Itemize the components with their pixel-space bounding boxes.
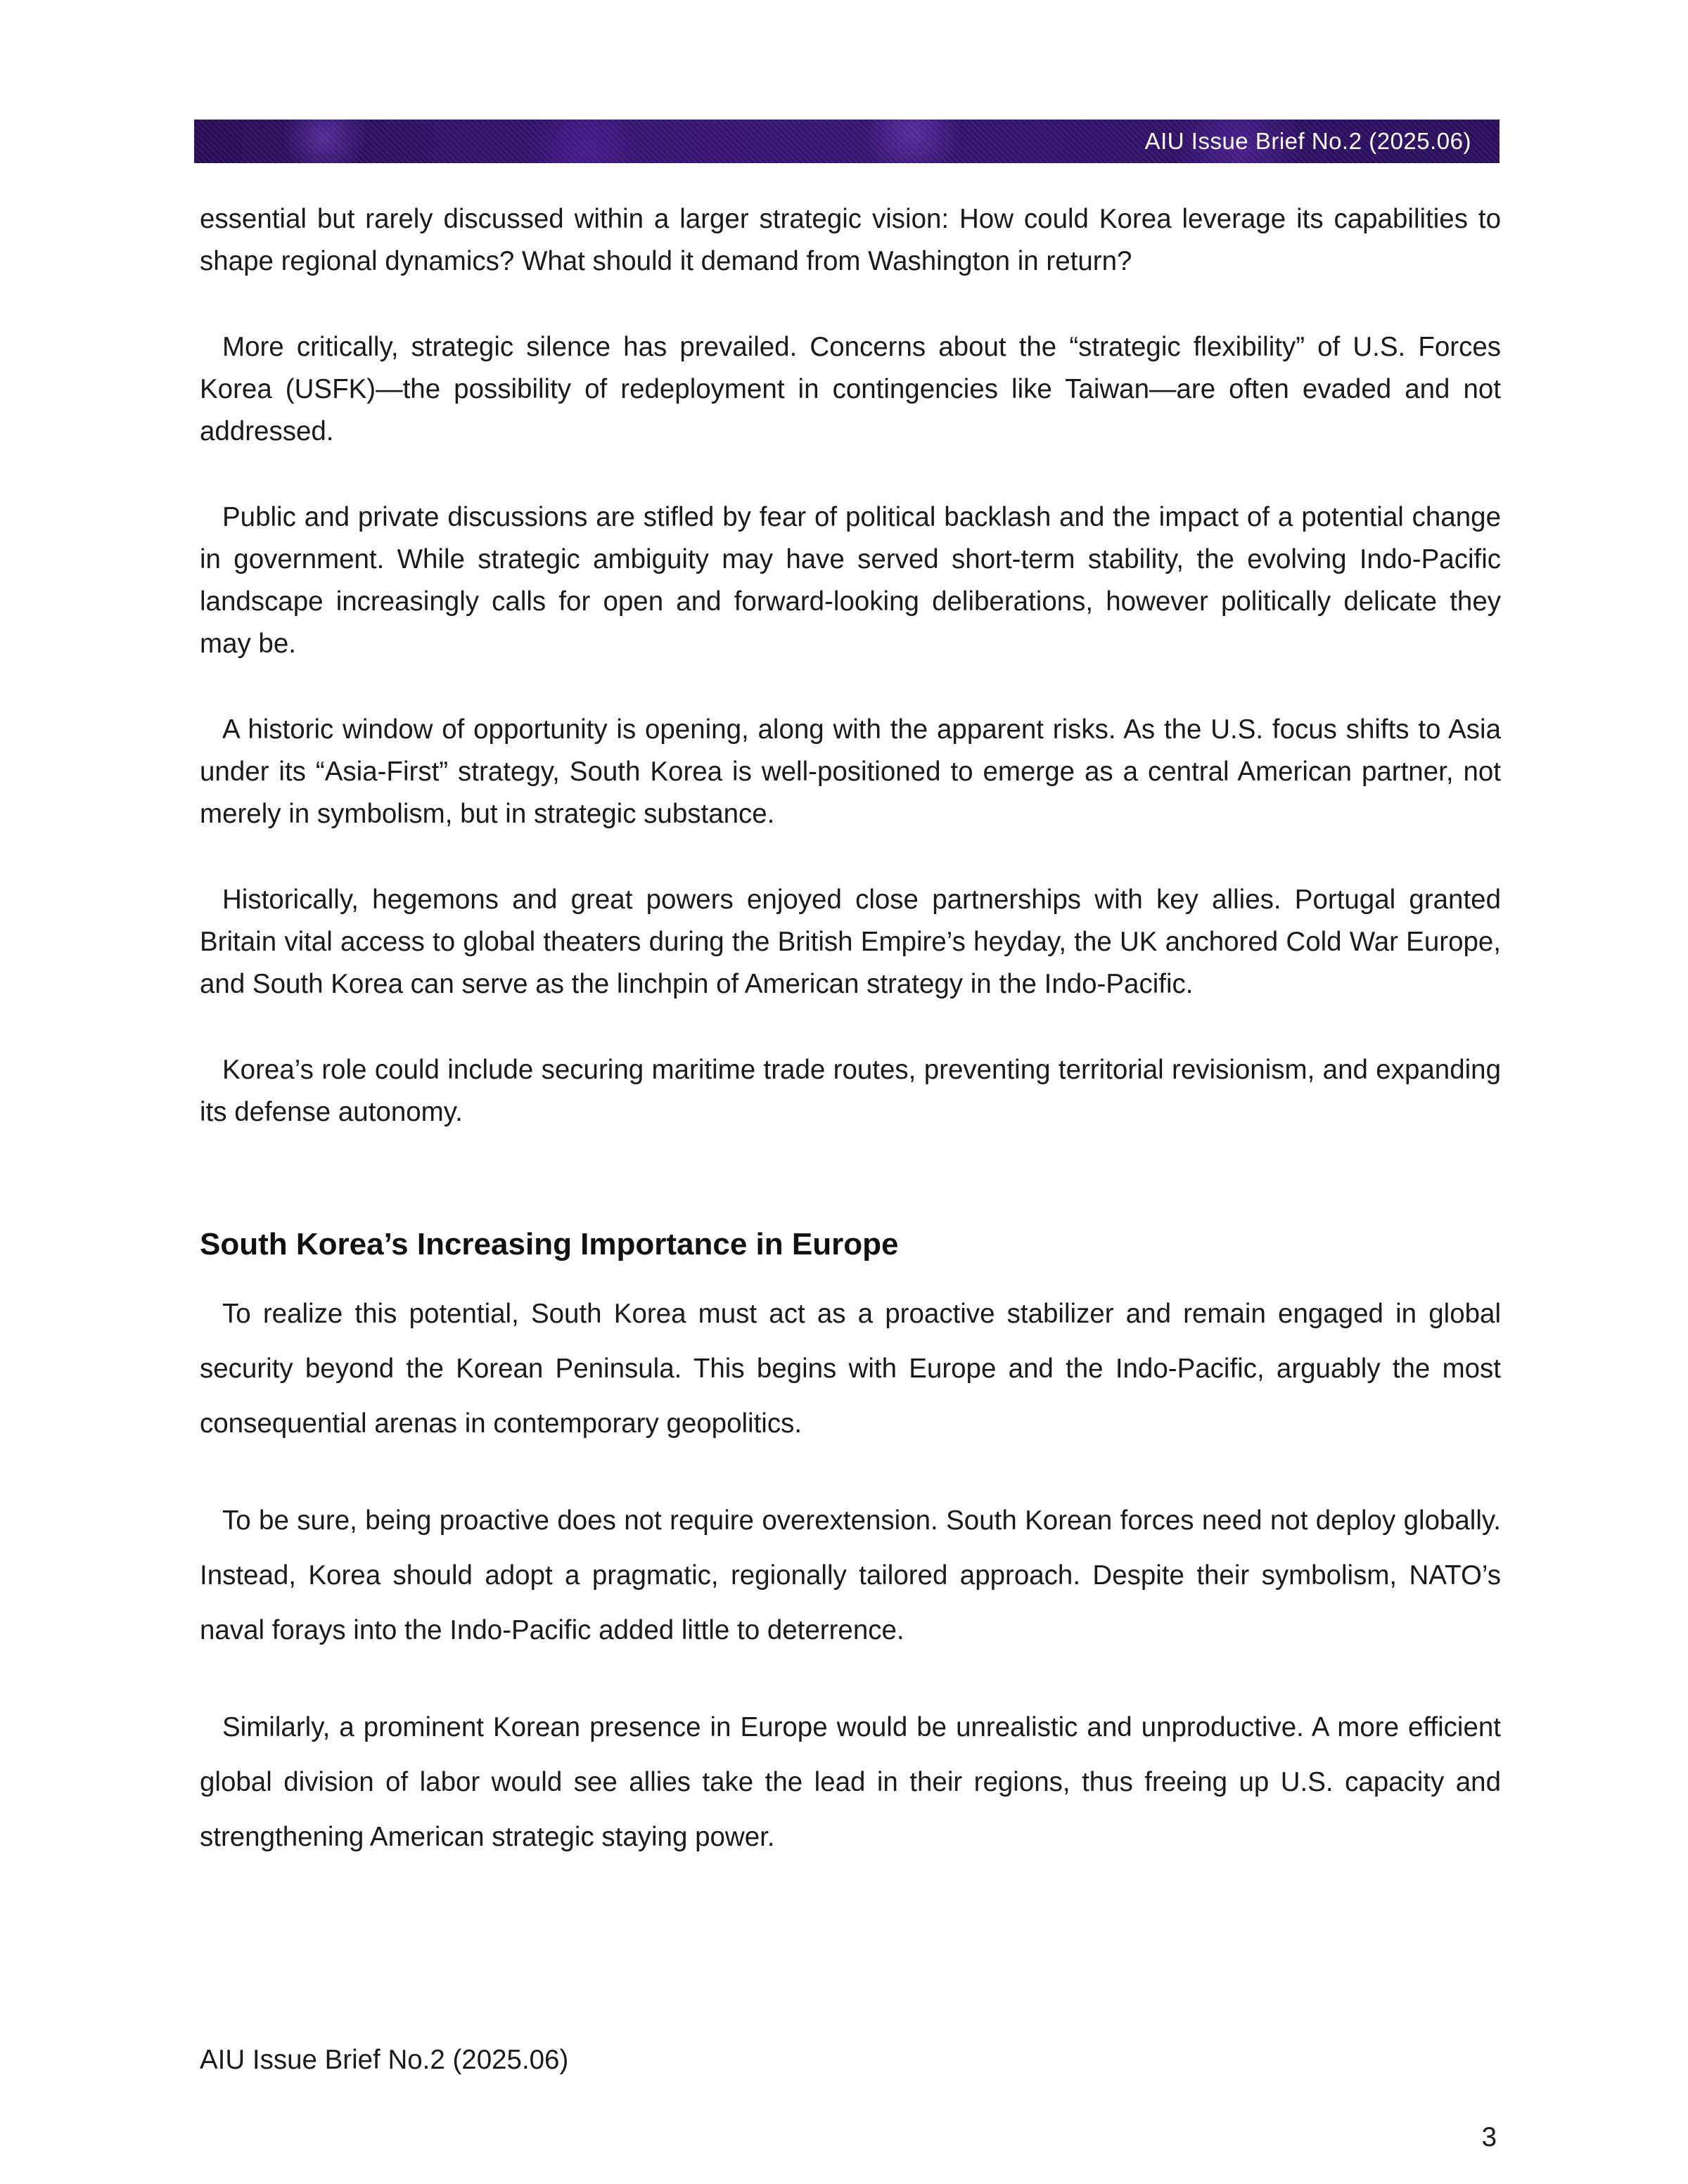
paragraph: Historically, hegemons and great powers enjoyed close partnerships with key allies. Portugal granted Britain vital access to global theaters during the British Empire’s heyday, the UK anchored Cold War Europe, and South Korea can serve as the linchpin of American strategy in the Indo-Pacific. xyxy=(200,885,1501,999)
header-title: AIU Issue Brief No.2 (2025.06) xyxy=(1144,128,1471,154)
paragraph: Similarly, a prominent Korean presence in Europe would be unrealistic and unproductive. A more efficient global division of labor would see allies take the lead in their regions, thus freeing up U.S. capacity and strengthening American strategic staying power. xyxy=(200,1712,1501,1852)
paragraph: essential but rarely discussed within a larger strategic vision: How could Korea leverage its capabilities to shape regional dynamics? What should it demand from Washington in return? xyxy=(200,204,1501,276)
header-banner xyxy=(194,120,1500,163)
paragraph: To be sure, being proactive does not require overextension. South Korean forces need not deploy globally. Instead, Korea should adopt a pragmatic, regionally tailored approach. Despite their symbolism, NATO’s naval forays into the Indo-Pacific added little to deterrence. xyxy=(200,1505,1501,1645)
paragraph: More critically, strategic silence has prevailed. Concerns about the “strategic flexibility” of U.S. Forces Korea (USFK)—the possibility of redeployment in contingencies like Taiwan—are often evaded and not addressed. xyxy=(200,332,1501,447)
paragraph: Public and private discussions are stifled by fear of political backlash and the impact of a potential change in government. While strategic ambiguity may have served short-term stability, the evolving Indo-Pacific landscape increasingly calls for open and forward-looking deliberations, however politically delicate they may be. xyxy=(200,502,1501,659)
main-content xyxy=(200,198,1501,1865)
paragraph: Korea’s role could include securing maritime trade routes, preventing territorial revisionism, and expanding its defense autonomy. xyxy=(200,1055,1501,1127)
paragraph: A historic window of opportunity is opening, along with the apparent risks. As the U.S. focus shifts to Asia under its “Asia-First” strategy, South Korea is well-positioned to emerge as a central American partner, not merely in symbolism, but in strategic substance. xyxy=(200,714,1501,829)
paragraph: To realize this potential, South Korea must act as a proactive stabilizer and remain engaged in global security beyond the Korean Peninsula. This begins with Europe and the Indo-Pacific, arguably the most consequential arenas in contemporary geopolitics. xyxy=(200,1299,1501,1439)
section-heading: South Korea’s Increasing Importance in Europe xyxy=(200,1227,899,1261)
page-number: 3 xyxy=(1481,2122,1497,2152)
footer-text: AIU Issue Brief No.2 (2025.06) xyxy=(200,2045,569,2075)
